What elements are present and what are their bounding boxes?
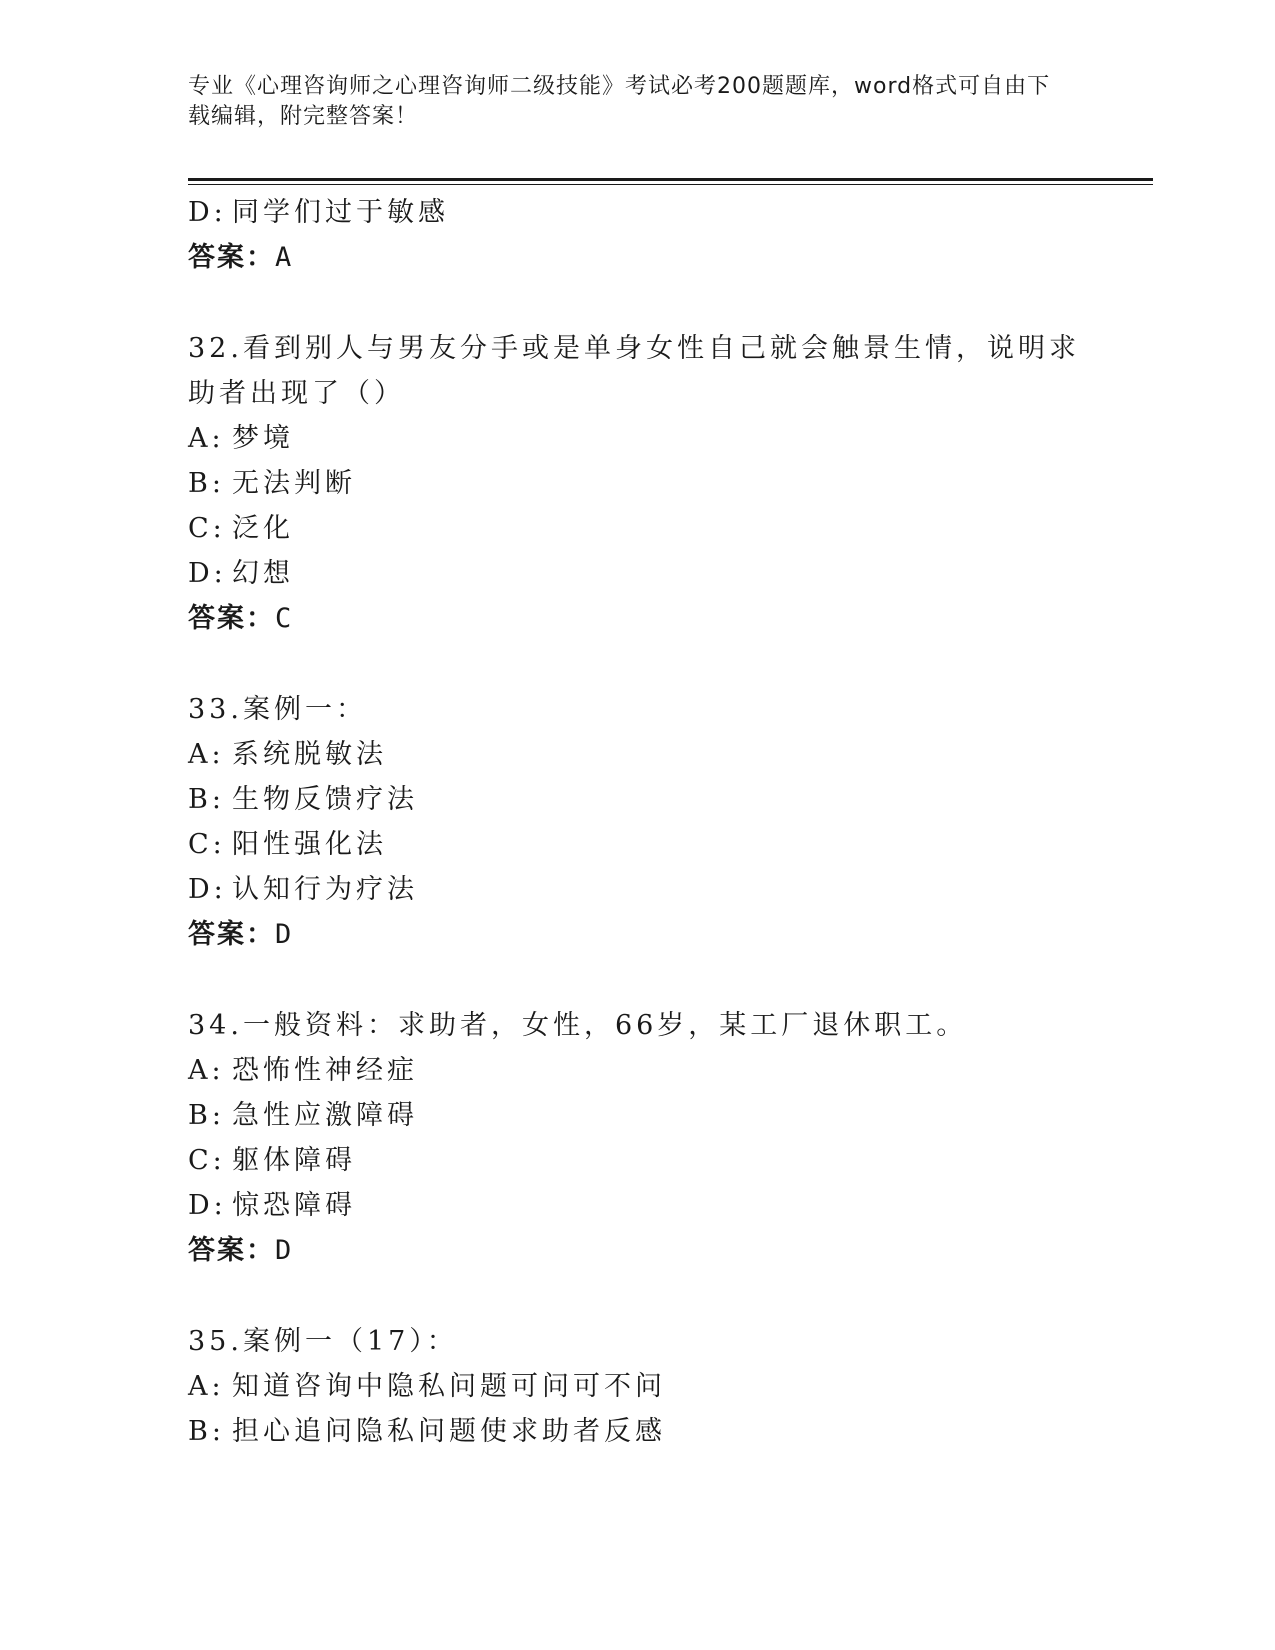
- option-d: [188, 190, 1088, 235]
- option-text: 惊恐障碍: [232, 1190, 356, 1221]
- option-text: 生物反馈疗法: [232, 784, 418, 815]
- answer-line: [188, 596, 1088, 641]
- question-number: 34.: [188, 1010, 243, 1041]
- option-c: [188, 506, 1088, 551]
- option-a: [188, 1364, 1088, 1409]
- option-d: [188, 1183, 1088, 1228]
- option-text: 泛化: [232, 513, 294, 544]
- option-label: C:: [188, 1145, 226, 1176]
- option-label: A:: [188, 423, 225, 454]
- option-text: 系统脱敏法: [232, 739, 387, 770]
- option-text: 无法判断: [232, 468, 356, 499]
- option-label: D:: [188, 197, 227, 228]
- option-label: D:: [188, 874, 227, 905]
- option-b: [188, 1409, 1088, 1454]
- question-spacer: [188, 641, 1088, 687]
- answer-line: [188, 235, 1088, 280]
- option-label: B:: [188, 784, 225, 815]
- option-text: 梦境: [232, 423, 294, 454]
- option-a: [188, 732, 1088, 777]
- answer-label: 答案：: [188, 919, 275, 950]
- option-b: [188, 777, 1088, 822]
- document-header: 专业《心理咨询师之心理咨询师二级技能》考试必考200题题库，word格式可自由下载编辑，附完整答案！: [188, 74, 1051, 129]
- question-spacer: [188, 280, 1088, 326]
- option-label: C:: [188, 829, 226, 860]
- option-b: [188, 461, 1088, 506]
- question-number: 32.: [188, 333, 243, 364]
- answer-value: D: [275, 1235, 294, 1266]
- option-text: 恐怖性神经症: [232, 1055, 418, 1086]
- option-c: [188, 822, 1088, 867]
- option-label: A:: [188, 739, 225, 770]
- option-text: 同学们过于敏感: [232, 197, 449, 228]
- question-32: [188, 326, 1088, 416]
- answer-line: [188, 1228, 1088, 1273]
- option-a: [188, 1048, 1088, 1093]
- question-list: [188, 190, 1088, 1454]
- option-text: 急性应激障碍: [232, 1100, 418, 1131]
- option-label: A:: [188, 1371, 225, 1402]
- question-text: 看到别人与男友分手或是单身女性自己就会触景生情，说明求助者出现了（）: [188, 333, 1080, 409]
- question-spacer: [188, 1273, 1088, 1319]
- header-rule-thin: [188, 184, 1153, 185]
- answer-label: 答案：: [188, 242, 275, 273]
- option-d: [188, 867, 1088, 912]
- question-text: 一般资料：求助者，女性，66岁，某工厂退休职工。: [242, 1010, 968, 1041]
- question-33: [188, 687, 1088, 732]
- answer-line: [188, 912, 1088, 957]
- option-c: [188, 1138, 1088, 1183]
- question-number: 33.: [188, 694, 243, 725]
- answer-label: 答案：: [188, 603, 275, 634]
- option-text: 阳性强化法: [232, 829, 387, 860]
- question-text: 案例一（17）：: [242, 1326, 458, 1357]
- question-number: 35.: [188, 1326, 243, 1357]
- answer-value: A: [275, 242, 294, 273]
- question-spacer: [188, 957, 1088, 1003]
- option-d: [188, 551, 1088, 596]
- option-text: 幻想: [232, 558, 294, 589]
- option-label: B:: [188, 1100, 225, 1131]
- option-text: 认知行为疗法: [232, 874, 418, 905]
- header-rule-thick: [188, 178, 1153, 181]
- option-text: 担心追问隐私问题使求助者反感: [232, 1416, 666, 1447]
- option-label: A:: [188, 1055, 225, 1086]
- option-b: [188, 1093, 1088, 1138]
- answer-value: D: [275, 919, 294, 950]
- option-text: 躯体障碍: [232, 1145, 356, 1176]
- answer-label: 答案：: [188, 1235, 275, 1266]
- question-35: [188, 1319, 1088, 1364]
- option-text: 知道咨询中隐私问题可问可不问: [232, 1371, 666, 1402]
- option-label: D:: [188, 1190, 227, 1221]
- question-text: 案例一：: [242, 694, 367, 725]
- option-label: C:: [188, 513, 226, 544]
- option-label: B:: [188, 1416, 225, 1447]
- question-34: [188, 1003, 1088, 1048]
- answer-value: C: [275, 603, 294, 634]
- option-label: B:: [188, 468, 225, 499]
- option-label: D:: [188, 558, 227, 589]
- option-a: [188, 416, 1088, 461]
